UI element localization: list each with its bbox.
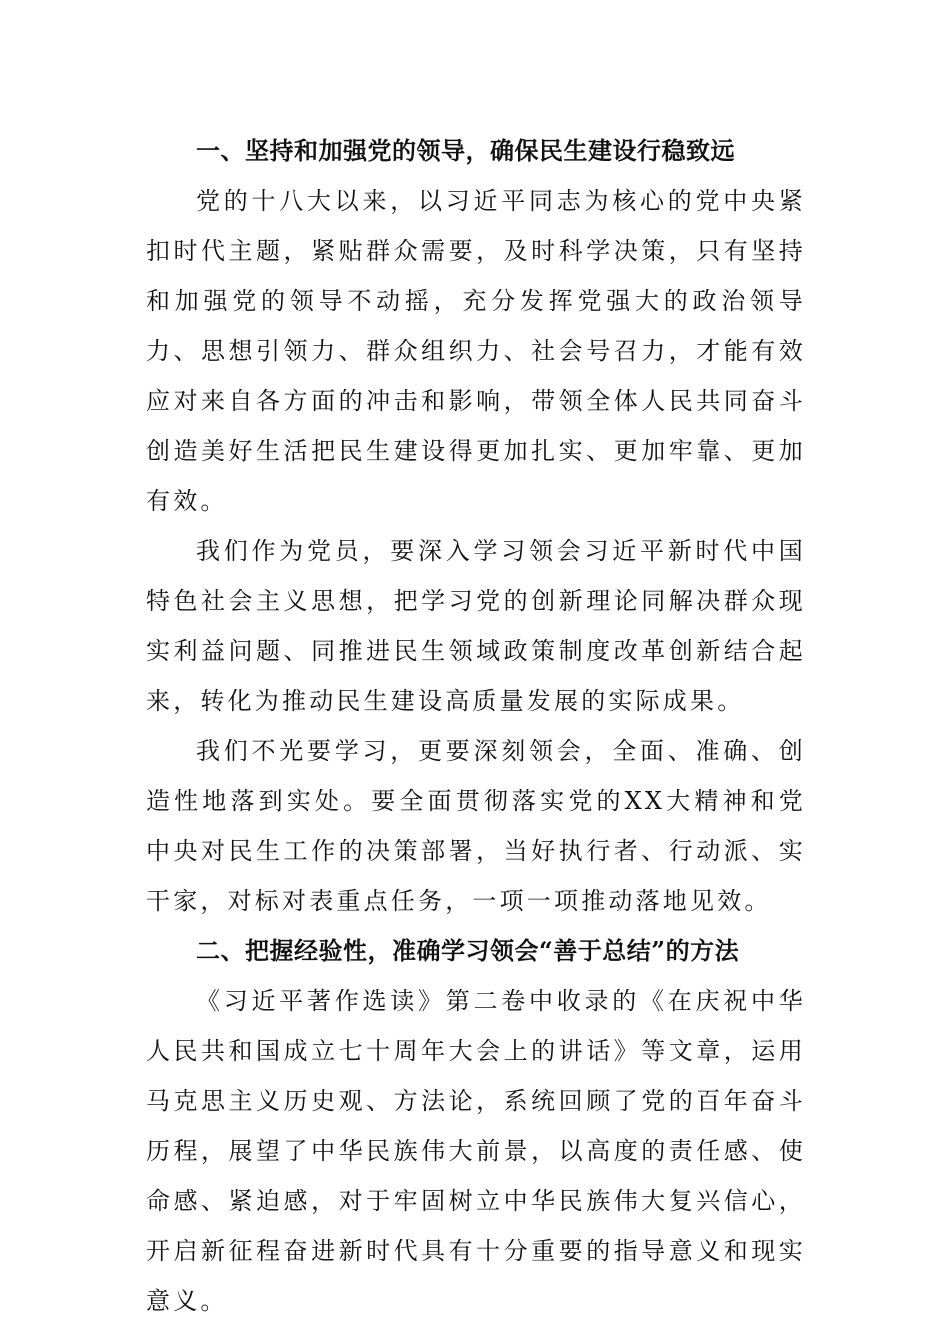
- document-body: [146, 126, 806, 1326]
- paragraph-1: 党的十八大以来，以习近平同志为核心的党中央紧扣时代主题，紧贴群众需要，及时科学决策，只有坚持和加强党的领导不动摇，充分发挥党强大的政治领导力、思想引领力、群众组织力、社会号召力，才能有效应对来自各方面的冲击和影响，带领全体人民共同奋斗创造美好生活把民生建设得更加扎实、更加牢靠、更加有效。: [146, 187, 806, 515]
- paragraph-3: 我们不光要学习，更要深刻领会，全面、准确、创造性地落到实处。要全面贯彻落实党的XX大精神和党中央对民生工作的决策部署，当好执行者、行动派、实干家，对标对表重点任务，一项一项推动落地见效。: [146, 737, 806, 915]
- paragraph-2: 我们作为党员，要深入学习领会习近平新时代中国特色社会主义思想，把学习党的创新理论同解决群众现实利益问题、同推进民生领域政策制度改革创新结合起来，转化为推动民生建设高质量发展的实际成果。: [146, 537, 806, 715]
- section-heading-2: 二、把握经验性，准确学习领会“善于总结”的方法: [196, 936, 740, 965]
- section-heading-1: 一、坚持和加强党的领导，确保民生建设行稳致远: [196, 136, 735, 165]
- paragraph-4: 《习近平著作选读》第二卷中收录的《在庆祝中华人民共和国成立七十周年大会上的讲话》等文章，运用马克思主义历史观、方法论，系统回顾了党的百年奋斗历程，展望了中华民族伟大前景，以高度的责任感、使命感、紧迫感，对于牢固树立中华民族伟大复兴信心，开启新征程奋进新时代具有十分重要的指导意义和现实意义。: [146, 987, 806, 1315]
